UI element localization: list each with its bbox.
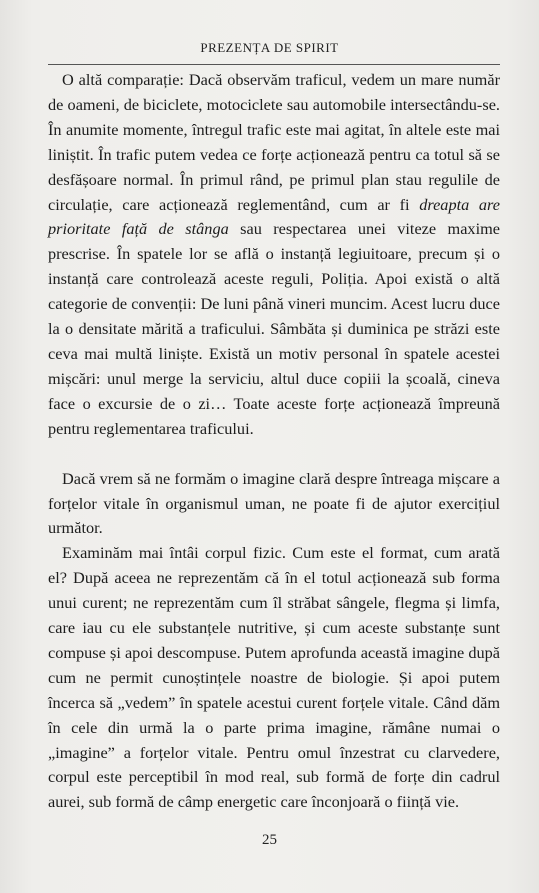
paragraph-1-text-start: O altă comparație: Dacă observăm traficul, vedem un mare număr de oameni, de biciclete, motociclete sau automobile intersectându-se. În anumite momente, întregul trafic este mai agitat, în altele este mai liniștit. În trafic putem vedea ce forțe acționează pentru ca totul să se desfășoare normal. În primul rând, pe primul plan stau regulile de circulație, care acționează reglementând, cum ar fi xyxy=(48,70,500,214)
paragraph-traffic-comparison xyxy=(48,68,500,442)
paragraph-vital-forces-intro: Dacă vrem să ne formăm o imagine clară despre întreaga mișcare a forțelor vitale în organismul uman, ne poate fi de ajutor exercițiul următor. xyxy=(48,468,500,538)
paragraph-physical-body-exercise: Examinăm mai întâi corpul fizic. Cum este el format, cum arată el? După aceea ne reprezentăm că în el totul acționează sub forma unui curent; ne reprezentăm cum îl străbat sângele, flegma și limfa, care iau cu ele substanțele nutritive, și cum aceste substanțe sunt compuse și apoi descompuse. Putem aprofunda această imagine după cum ne permit cunoștințele noastre de biologie. Și apoi putem încerca să „vedem” în spatele acestui curent forțele vitale. Când dăm în cele din urmă la o parte prima imagine, rămâne numai o „imagine” a forțelor vitale. Pentru omul înzestrat cu clarvedere, corpul este perceptibil în mod real, sub formă de forțe din cadrul aurei, sub formă de câmp energetic care înconjoară o ființă vie. xyxy=(48,543,500,812)
running-head: PREZENȚA DE SPIRIT xyxy=(200,40,339,55)
body-text xyxy=(48,68,500,815)
page-number: 25 xyxy=(262,832,277,848)
paragraph-1-text-end: sau respectarea unei viteze maxime prescrise. În spatele lor se află o instanță legiuitoare, precum și o instanță care controlează aceste reguli, Poliția. Apoi există o altă categorie de convenții: De luni până vineri muncim. Acest lucru duce la o densitate mărită a traficului. Sâmbăta și duminica pe străzi este ceva mai multă liniște. Există un motiv personal în spatele acestei mișcări: unul merge la serviciu, altul duce copiii la școală, cineva face o excursie de o zi… Toate aceste forțe acționează împreună pentru reglementarea traficului. xyxy=(48,219,500,438)
header-rule xyxy=(48,64,500,65)
paragraph-1-italic-phrase: dreapta are prioritate față de stânga xyxy=(48,194,500,239)
